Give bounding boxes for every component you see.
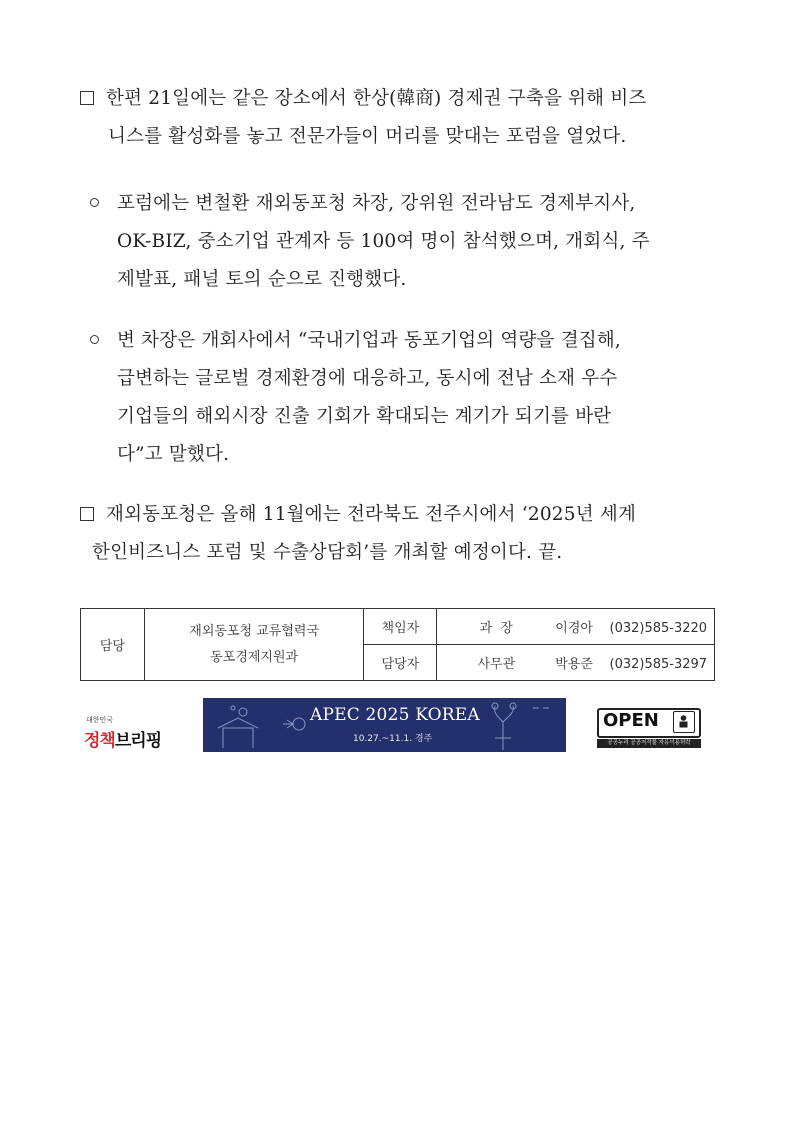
contact-label: 담당: [81, 609, 145, 681]
open-license-strip: 공공누리 공공저작물 자유이용허락: [597, 739, 701, 748]
paragraph-3-line-1: 변 차장은 개회사에서 “국내기업과 동포기업의 역량을 결집해,: [90, 322, 621, 360]
paragraph-2-line-1: 포럼에는 변철환 재외동포청 차장, 강위원 전라남도 경제부지사,: [90, 185, 650, 223]
contact-person: 사무관 박용준 (032)585-3297: [437, 645, 715, 681]
paragraph-1: [80, 80, 646, 156]
paragraph-4-line-1: 재외동포청은 올해 11월에는 전라북도 전주시에서 ‘2025년 세계: [80, 496, 636, 534]
paragraph-2-line-2: OK-BIZ, 중소기업 관계자 등 100여 명이 참석했으며, 개회식, 주: [117, 231, 650, 252]
attribution-person-icon: [673, 711, 695, 733]
paragraph-2-line-3: 제발표, 패널 토의 순으로 진행했다.: [117, 269, 407, 290]
paragraph-4-line-2: 한인비즈니스 포럼 및 수출상담회’를 개최할 예정이다. 끝.: [92, 542, 563, 563]
paragraph-3-line-3: 기업들의 해외시장 진출 기회가 확대되는 계기가 되기를 바란: [117, 406, 612, 427]
apec-banner[interactable]: [203, 698, 566, 752]
circle-bullet-icon: [90, 335, 99, 344]
paragraph-3-line-4: 다”고 말했다.: [117, 444, 230, 465]
contact-table: [80, 608, 715, 681]
open-license-badge[interactable]: [597, 708, 701, 748]
contact-role: 책임자: [364, 609, 437, 645]
paragraph-1-line-2: 니스를 활성화를 놓고 전문가들이 머리를 맞대는 포럼을 열었다.: [108, 126, 627, 147]
policy-briefing-logo-caption: 대한민국: [86, 716, 114, 724]
square-bullet-icon: [80, 91, 94, 105]
policy-briefing-logo[interactable]: 정책브리핑: [84, 731, 162, 751]
paragraph-2: [90, 185, 650, 299]
square-bullet-icon: [80, 507, 94, 521]
paragraph-3: [90, 322, 621, 474]
open-license-word: OPEN: [603, 710, 659, 731]
contact-department: 재외동포청 교류협력국 동포경제지원과: [144, 609, 364, 681]
paragraph-3-line-2: 급변하는 글로벌 경제환경에 대응하고, 동시에 전남 소재 우수: [117, 368, 618, 389]
paragraph-1-line-1: 한편 21일에는 같은 장소에서 한상(韓商) 경제권 구축을 위해 비즈: [80, 80, 646, 118]
contact-person: 과 장 이경아 (032)585-3220: [437, 609, 715, 645]
circle-bullet-icon: [90, 198, 99, 207]
apec-banner-dates: 10.27.~11.1. 경주: [353, 734, 433, 744]
contact-role: 담당자: [364, 645, 437, 681]
apec-banner-title: APEC 2025 KOREA: [310, 705, 480, 725]
contact-row-1: [81, 609, 715, 645]
paragraph-4: [80, 496, 636, 572]
